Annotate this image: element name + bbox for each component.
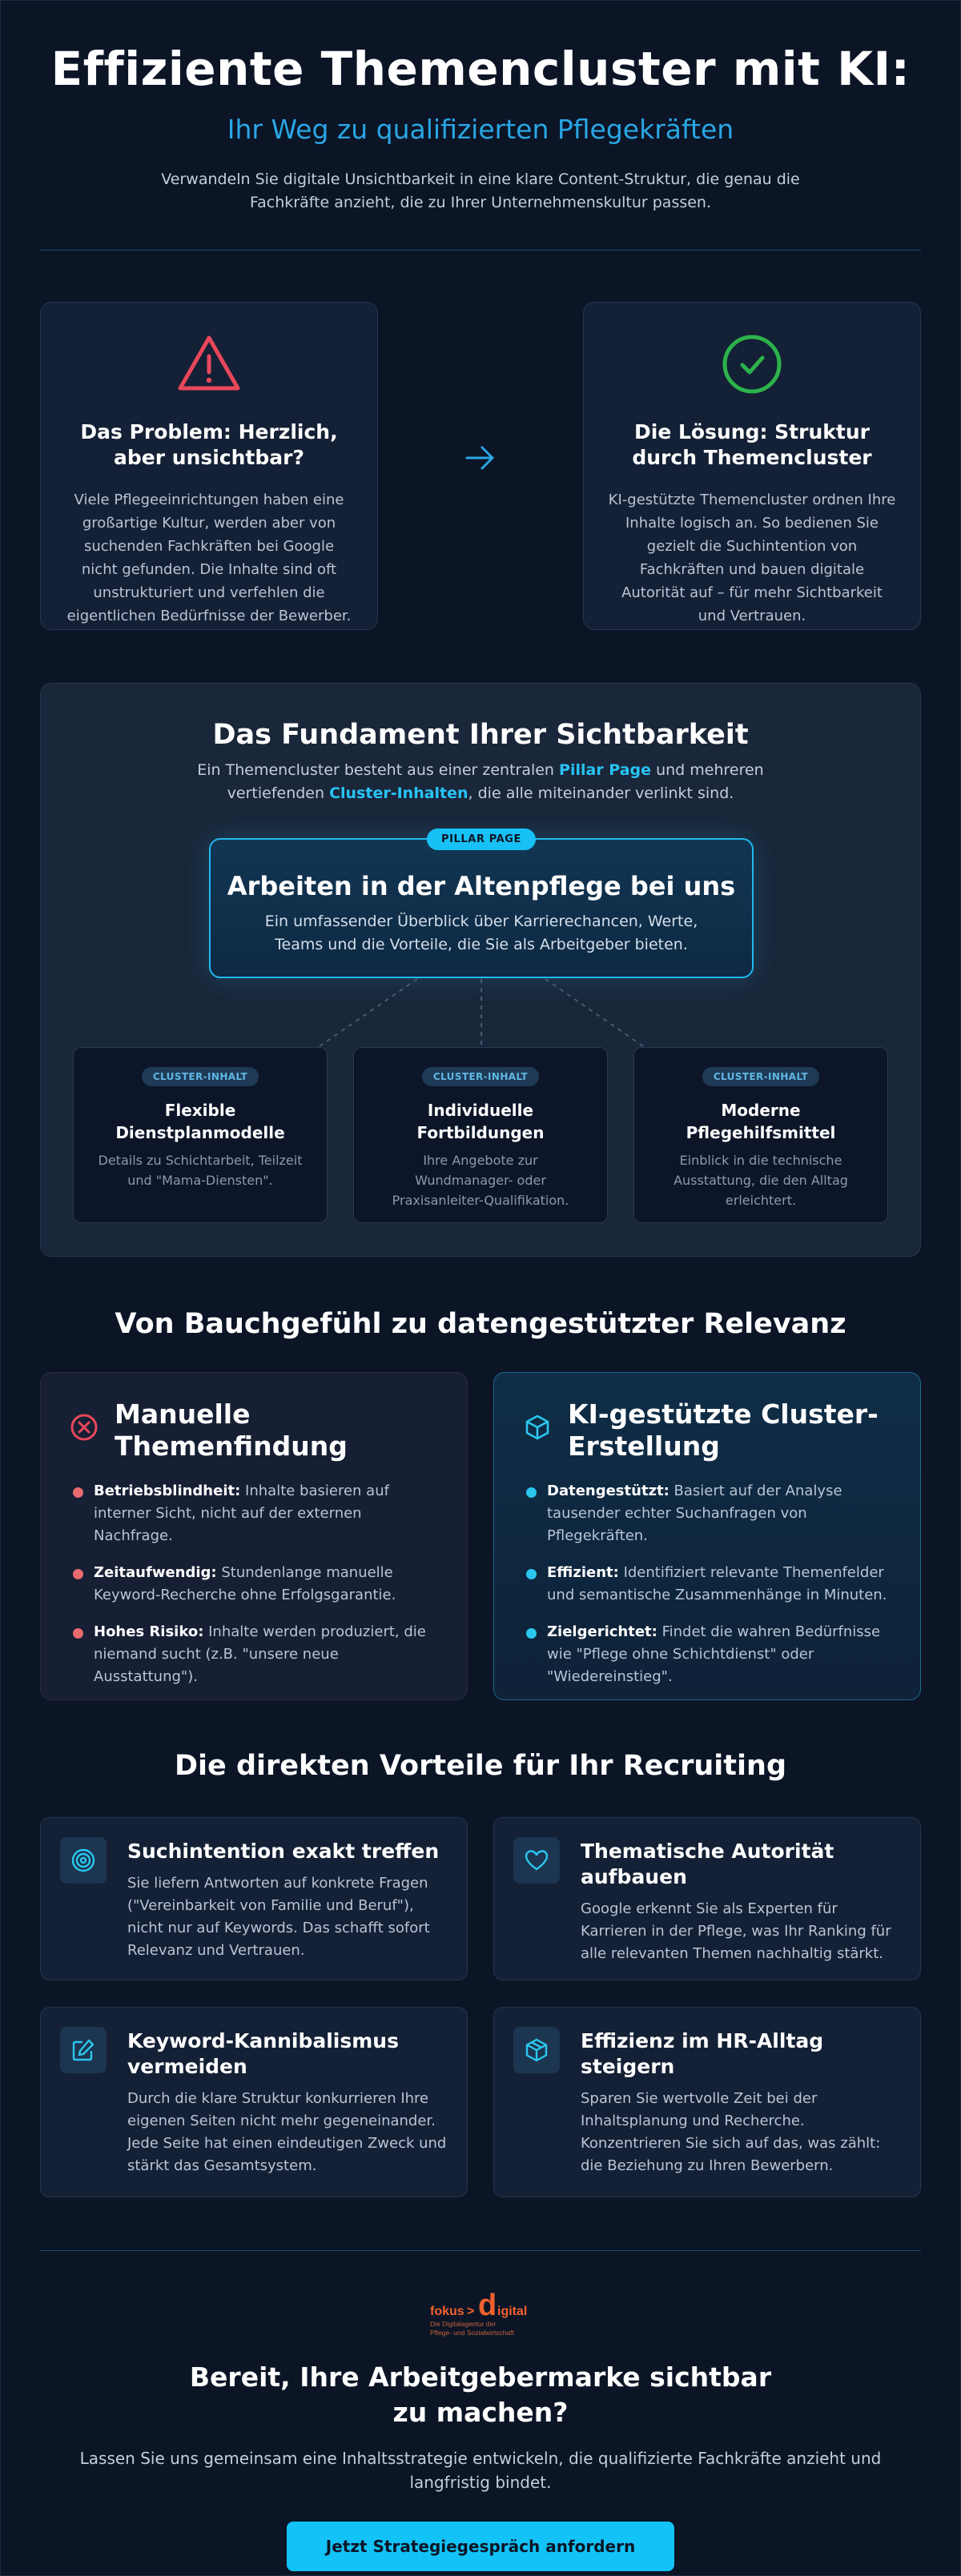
manual-approach-list xyxy=(70,1480,438,1688)
list-item-label: Betriebsblindheit: xyxy=(94,1483,241,1499)
manual-approach-card xyxy=(40,1372,468,1700)
cluster-badge: CLUSTER-INHALT xyxy=(422,1067,539,1086)
cluster-card xyxy=(633,1047,888,1223)
benefit-title: Thematische Autorität aufbauen xyxy=(581,1840,834,1888)
fokus-digital-logo xyxy=(420,2288,541,2344)
ai-approach-card xyxy=(493,1372,921,1700)
problem-solution-section xyxy=(40,302,921,630)
manual-approach-header xyxy=(70,1398,438,1463)
benefit-card xyxy=(40,2007,468,2197)
solution-title: Die Lösung: Struktur durch Themencluster xyxy=(632,420,872,469)
page-subtitle: Ihr Weg zu qualifizierten Pflegekräften xyxy=(227,114,734,145)
solution-card xyxy=(583,302,921,630)
bullet-dot xyxy=(73,1487,83,1498)
edit-icon xyxy=(70,2037,96,2063)
check-circle-icon xyxy=(719,331,785,397)
benefit-title: Keyword-Kannibalismus vermeiden xyxy=(127,2029,399,2078)
hero-section xyxy=(40,0,921,251)
cluster-badge: CLUSTER-INHALT xyxy=(142,1067,259,1086)
request-strategy-call-button[interactable]: Jetzt Strategiegespräch anfordern xyxy=(287,2522,674,2571)
foundation-lead-text: und mehreren vertiefenden xyxy=(227,761,764,802)
pillar-page-title: Arbeiten in der Altenpflege bei uns xyxy=(227,871,736,901)
benefit-card xyxy=(493,2007,921,2197)
foundation-title: Das Fundament Ihrer Sichtbarkeit xyxy=(212,719,749,751)
list-item-label: Zeitaufwendig: xyxy=(94,1564,217,1581)
logo-tagline: Die Digitalagentur der xyxy=(430,2320,497,2328)
cluster-card xyxy=(353,1047,608,1223)
pillar-page-highlight: Pillar Page xyxy=(559,761,652,779)
foundation-lead xyxy=(152,759,809,805)
cluster-title: Flexible Dienstplanmodelle xyxy=(115,1101,285,1142)
bullet-dot xyxy=(526,1628,537,1639)
comparison-title: Von Bauchgefühl zu datengestützter Relevanz xyxy=(115,1308,846,1340)
list-item-text: Inhalte werden produziert, die niemand sucht (z.B. "unsere neue Ausstattung"). xyxy=(94,1623,426,1685)
logo-tagline: Pflege- und Sozialwirtschaft xyxy=(430,2329,514,2337)
cluster-text: Details zu Schichtarbeit, Teilzeit und "Mama-Diensten". xyxy=(98,1153,303,1188)
benefit-text: Sparen Sie wertvolle Zeit bei der Inhaltsplanung und Recherche. Konzentrieren Sie sich auf das, was zählt: die Beziehung zu Ihren Bewerbern. xyxy=(581,2090,881,2174)
list-item-label: Hohes Risiko: xyxy=(94,1623,204,1640)
ai-approach-list xyxy=(523,1480,891,1688)
bullet-dot xyxy=(526,1569,537,1579)
benefit-card xyxy=(40,1817,468,1980)
pillar-page-card xyxy=(209,833,754,978)
benefit-icon-box xyxy=(60,1837,107,1884)
ai-approach-title: KI-gestützte Cluster-Erstellung xyxy=(568,1398,879,1462)
cluster-card xyxy=(73,1047,328,1223)
list-item-text: Findet die wahren Bedürfnisse wie "Pflege ohne Schichtdienst" oder "Wiedereinstieg". xyxy=(547,1623,881,1685)
benefit-content xyxy=(581,2028,901,2177)
hero-intro: Verwandeln Sie digitale Unsichtbarkeit in eine klare Content-Struktur, die genau die Fachkräfte anzieht, die zu Ihrer Unternehmenskultur passen. xyxy=(161,171,800,211)
list-item-text: Basiert auf der Analyse tausender echter Suchanfragen von Pflegekräften. xyxy=(547,1483,842,1544)
cta-section xyxy=(40,2288,921,2571)
benefit-text: Durch die klare Struktur konkurrieren Ihre eigenen Seiten nicht mehr gegeneinander. Jede Seite hat einen eindeutigen Zweck und stärkt das Gesamtsystem. xyxy=(127,2090,447,2174)
list-item xyxy=(70,1480,438,1547)
target-icon xyxy=(70,1848,96,1873)
list-item xyxy=(70,1621,438,1688)
comparison-grid xyxy=(40,1372,921,1700)
benefit-content xyxy=(127,2028,448,2177)
benefit-text: Google erkennt Sie als Experten für Karrieren in der Pflege, was Ihr Ranking für alle relevanten Themen nachhaltig stärkt. xyxy=(581,1900,891,1962)
section-divider xyxy=(40,2250,921,2251)
cluster-connectors xyxy=(41,976,922,1052)
benefit-title: Suchintention exakt treffen xyxy=(127,1840,440,1863)
problem-card xyxy=(40,302,378,630)
foundation-section xyxy=(40,683,921,1257)
x-circle-icon xyxy=(70,1413,99,1442)
logo-letter: d xyxy=(478,2289,497,2322)
cta-title: Bereit, Ihre Arbeitgebermarke sichtbar zu machen? xyxy=(189,2361,772,2428)
problem-text: Viele Pflegeeinrichtungen haben eine großartige Kultur, werden aber von suchenden Fachkräften bei Google nicht gefunden. Die Inhalte sind oft unstrukturiert und verfehlen die eigentlichen Bedürfnisse der Bewerber. xyxy=(66,492,352,624)
section-divider xyxy=(40,250,921,251)
benefits-grid xyxy=(40,1817,921,2197)
box-icon xyxy=(524,2037,549,2063)
cluster-text: Ihre Angebote zur Wundmanager- oder Praxisanleiter-Qualifikation. xyxy=(392,1153,569,1208)
arrow-right-icon xyxy=(464,442,497,474)
benefit-icon-box xyxy=(60,2027,107,2073)
bullet-dot xyxy=(526,1487,537,1498)
cluster-badge: CLUSTER-INHALT xyxy=(702,1067,819,1086)
foundation-lead-text: , die alle miteinander verlinkt sind. xyxy=(468,784,734,802)
heart-icon xyxy=(524,1848,549,1873)
list-item xyxy=(523,1621,891,1688)
logo-suffix: igital xyxy=(497,2305,528,2318)
benefit-text: Sie liefern Antworten auf konkrete Fragen ("Vereinbarkeit von Familie und Beruf"), nicht nur auf Keywords. Das schafft sofort Relevanz und Vertrauen. xyxy=(127,1875,430,1959)
logo-separator: > xyxy=(467,2305,475,2318)
pillar-page-text: Ein umfassender Überblick über Karrierechancen, Werte, Teams und die Vorteile, die Sie als Arbeitgeber bieten. xyxy=(264,913,698,953)
logo-word: fokus xyxy=(430,2305,464,2318)
warning-icon xyxy=(176,331,242,397)
list-item-label: Datengestützt: xyxy=(547,1483,669,1499)
list-item xyxy=(523,1480,891,1547)
page-title: Effiziente Themencluster mit KI: xyxy=(50,42,911,96)
list-item xyxy=(523,1562,891,1607)
cluster-text: Einblick in die technische Ausstattung, die den Alltag erleichtert. xyxy=(674,1153,848,1208)
foundation-lead-text: Ein Themencluster besteht aus einer zentralen xyxy=(197,761,560,779)
benefits-title: Die direkten Vorteile für Ihr Recruiting xyxy=(174,1750,787,1782)
list-item-label: Zielgerichtet: xyxy=(547,1623,657,1640)
cluster-content-highlight: Cluster-Inhalten xyxy=(329,784,468,802)
list-item-label: Effizient: xyxy=(547,1564,619,1581)
solution-text: KI-gestützte Themencluster ordnen Ihre Inhalte logisch an. So bedienen Sie gezielt die Suchintention von Fachkräften und bauen digitale Autorität auf – für mehr Sichtbarkeit und Vertrauen. xyxy=(608,492,896,624)
benefit-card xyxy=(493,1817,921,1980)
bullet-dot xyxy=(73,1628,83,1639)
page-container xyxy=(40,0,921,2571)
list-item xyxy=(70,1562,438,1607)
cluster-title: Individuelle Fortbildungen xyxy=(416,1101,545,1142)
benefit-icon-box xyxy=(513,2027,560,2073)
problem-title: Das Problem: Herzlich, aber unsichtbar? xyxy=(80,420,338,469)
ai-approach-header xyxy=(523,1398,891,1463)
benefits-section xyxy=(40,1748,921,2197)
list-item-text: Inhalte basieren auf interner Sicht, nicht auf der externen Nachfrage. xyxy=(94,1483,389,1544)
comparison-section xyxy=(40,1306,921,1700)
benefit-icon-box xyxy=(513,1837,560,1884)
benefit-content xyxy=(127,1839,448,1962)
list-item-text: Stundenlange manuelle Keyword-Recherche ohne Erfolgsgarantie. xyxy=(94,1564,396,1603)
cta-text: Lassen Sie uns gemeinsam eine Inhaltsstrategie entwickeln, die qualifizierte Fachkräfte anzieht und langfristig bindet. xyxy=(79,2449,882,2492)
manual-approach-title: Manuelle Themenfindung xyxy=(115,1398,348,1462)
cluster-title: Moderne Pflegehilfsmittel xyxy=(686,1101,836,1142)
benefit-title: Effizienz im HR-Alltag steigern xyxy=(581,2029,824,2078)
bullet-dot xyxy=(73,1569,83,1579)
list-item-text: Identifiziert relevante Themenfelder und semantische Zusammenhänge in Minuten. xyxy=(547,1564,887,1603)
pillar-page-badge: PILLAR PAGE xyxy=(427,829,536,850)
benefit-content xyxy=(581,1839,901,1965)
cube-icon xyxy=(523,1413,552,1442)
